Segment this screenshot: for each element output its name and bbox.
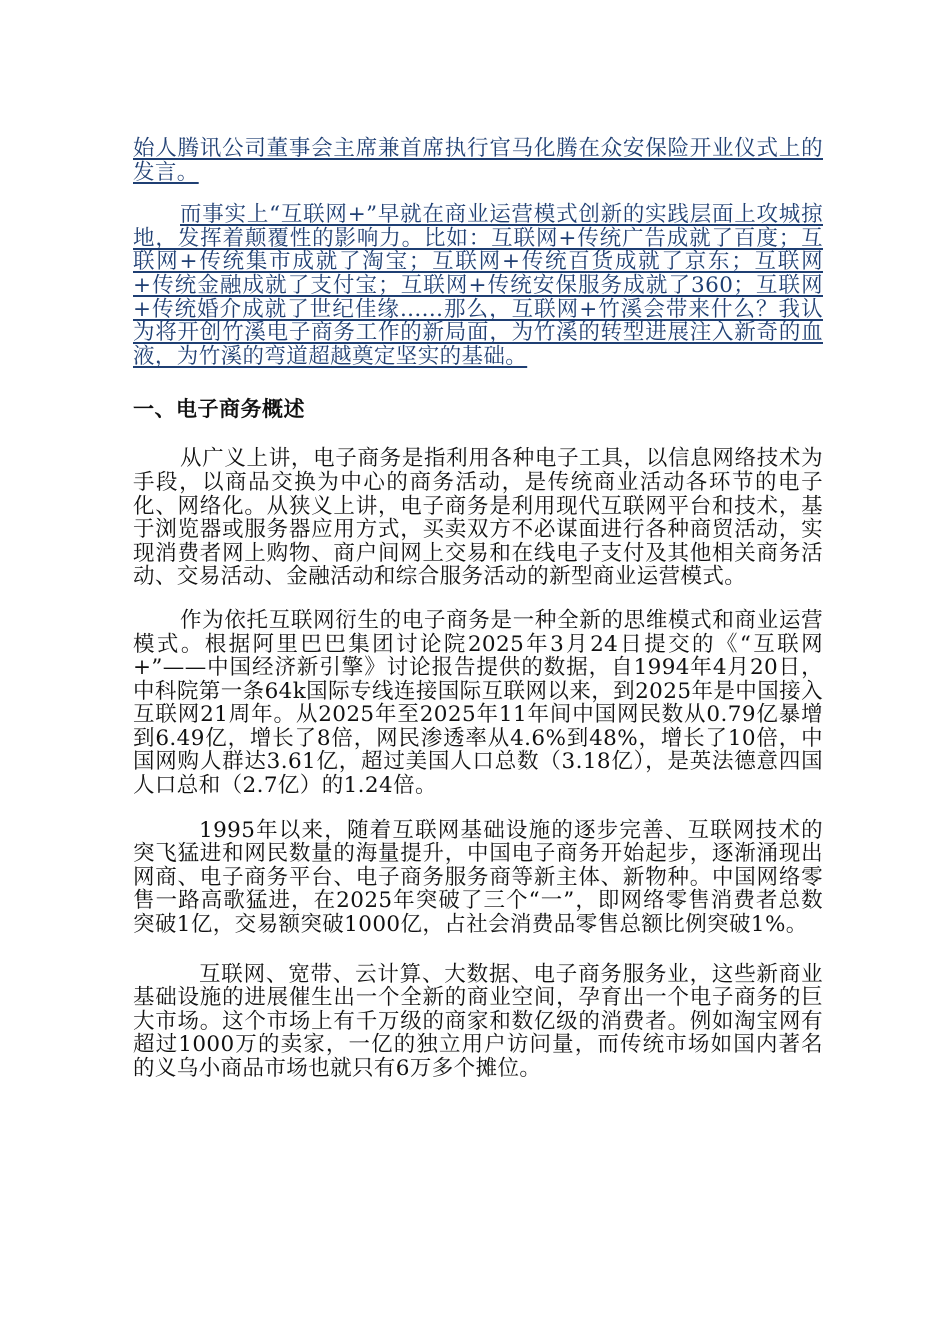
market-paragraph: 互联网、宽带、云计算、大数据、电子商务服务业，这些新商业基础设施的进展催生出一个全新的商业空间，孕育出一个电子商务的巨大市场。这个市场上有千万级的商家和数亿级的消费者。例如淘宝网有超过1000万的卖家，一亿的独立用户访问量，而传统市场如国内著名的义乌小商品市场也就只有6万多个摊位。 [133, 961, 823, 1081]
intro-quote-paragraph[interactable]: 始人腾讯公司董事会主席兼首席执行官马化腾在众安保险开业仪式上的发言。 [133, 136, 823, 185]
definition-paragraph: 从广义上讲，电子商务是指利用各种电子工具，以信息网络技术为手段，以商品交换为中心的商务活动，是传统商业活动各环节的电子化、网络化。从狭义上讲，电子商务是利用现代互联网平台和技术，基于浏览器或服务器应用方式，买卖双方不必谋面进行各种商贸活动，实现消费者网上购物、商户间网上交易和在线电子支付及其他相关商务活动、交易活动、金融活动和综合服务活动的新型商业运营模式。 [133, 446, 823, 590]
document-page [133, 137, 823, 1081]
intro-body-paragraph[interactable]: 而事实上“互联网+”早就在商业运营模式创新的实践层面上攻城掠地，发挥着颠覆性的影响力。比如：互联网+传统广告成就了百度；互联网+传统集市成就了淘宝；互联网+传统百货成就了京东；互联网+传统金融成就了支付宝；互联网+传统安保服务成就了360；互联网+传统婚介成就了世纪佳缘......那么，互联网+竹溪会带来什么？我认为将开创竹溪电子商务工作的新局面，为竹溪的转型进展注入新奇的血液，为竹溪的弯道超越奠定坚实的基础。 [133, 202, 823, 369]
section-heading: 一、电子商务概述 [133, 397, 305, 422]
background-paragraph: 作为依托互联网衍生的电子商务是一种全新的思维模式和商业运营模式。根据阿里巴巴集团讨论院2025年3月24日提交的《“互联网+”——中国经济新引擎》讨论报告提供的数据，自1994年4月20日，中科院第一条64k国际专线连接国际互联网以来，到2025年是中国接入互联网21周年。从2025年至2025年11年间中国网民数从0.79亿暴增到6.49亿，增长了8倍，网民渗透率从4.6%到48%，增长了10倍，中国网购人群达3.61亿，超过美国人口总数（3.18亿），是英法德意四国人口总和（2.7亿）的1.24倍。 [133, 607, 823, 799]
history-paragraph: 1995年以来，随着互联网基础设施的逐步完善、互联网技术的突飞猛进和网民数量的海量提升，中国电子商务开始起步，逐渐涌现出网商、电子商务平台、电子商务服务商等新主体、新物种。中国网络零售一路高歌猛进，在2025年突破了三个“一”，即网络零售消费者总数突破1亿，交易额突破1000亿，占社会消费品零售总额比例突破1%。 [133, 817, 823, 938]
